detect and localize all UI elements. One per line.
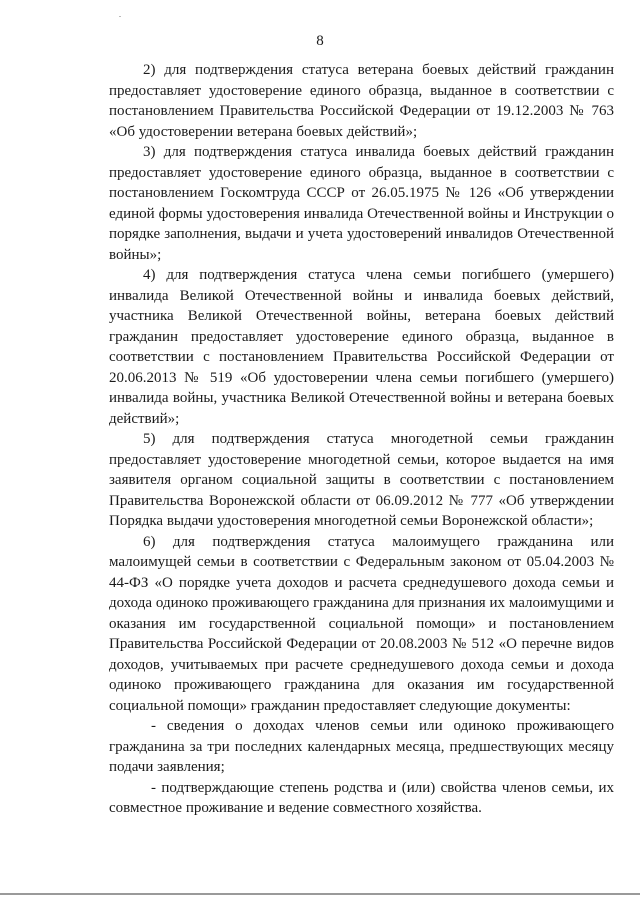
scan-speck — [119, 16, 121, 17]
paragraph-large-family-status: 5) для подтверждения статуса многодетной семьи гражданин предоставляет удостоверение многодетной семьи, которое выдается на имя заявителя органом социальной защиты в соответствии с постановлением Правительства Воронежской области от 06.09.2012 № 777 «Об утверждении Порядка выдачи удостоверения многодетной семьи Воронежской области»; — [109, 431, 614, 529]
paragraph-veteran-status: 2) для подтверждения статуса ветерана боевых действий гражданин предоставляет удостоверение единого образца, выданное в соответствии с постановлением Правительства Российской Федерации от 19.12.2003 № 763 «Об удостоверении ветерана боевых действий»; — [109, 62, 614, 140]
list-item-kinship-proof: - подтверждающие степень родства и (или) свойства членов семьи, их совместное проживание и ведение совместного хозяйства. — [109, 779, 614, 816]
paragraph-family-member-status: 4) для подтверждения статуса члена семьи погибшего (умершего) инвалида Великой Отечественной войны и инвалида боевых действий, участника Великой Отечественной войны, ветерана боевых действий гражданин предоставляет удостоверение единого образца, выданное в соответствии с постановлением Правительства Российской Федерации от 20.06.2013 № 519 «Об удостоверении члена семьи погибшего (умершего) инвалида войны, участника Великой Отечественной войны и ветерана боевых действий»; — [109, 267, 614, 427]
page-bottom-rule — [0, 893, 640, 895]
document-body — [109, 60, 614, 819]
paragraph-invalid-status: 3) для подтверждения статуса инвалида боевых действий гражданин предоставляет удостоверение единого образца, выданное в соответствии с постановлением Госкомтруда СССР от 26.05.1975 № 126 «Об утверждении единой формы удостоверения инвалида Отечественной войны и Инструкции о порядке заполнения, выдачи и учета удостоверений инвалидов Отечественной войны»; — [109, 144, 614, 263]
paragraph-low-income-status: 6) для подтверждения статуса малоимущего гражданина или малоимущей семьи в соответствии с Федеральным законом от 05.04.2003 № 44-ФЗ «О порядке учета доходов и расчета среднедушевого дохода семьи и дохода одиноко проживающего гражданина для признания их малоимущими и оказания им государственной социальной помощи» и постановлением Правительства Российской Федерации от 20.08.2003 № 512 «О перечне видов доходов, учитываемых при расчете среднедушевого дохода семьи и дохода одиноко проживающего гражданина для оказания им государственной социальной помощи» гражданин предоставляет следующие документы: — [109, 533, 614, 714]
list-item-income-info: - сведения о доходах членов семьи или одиноко проживающего гражданина за три последних календарных месяца, предшествующих месяцу подачи заявления; — [109, 718, 614, 775]
page-number: 8 — [316, 33, 324, 49]
